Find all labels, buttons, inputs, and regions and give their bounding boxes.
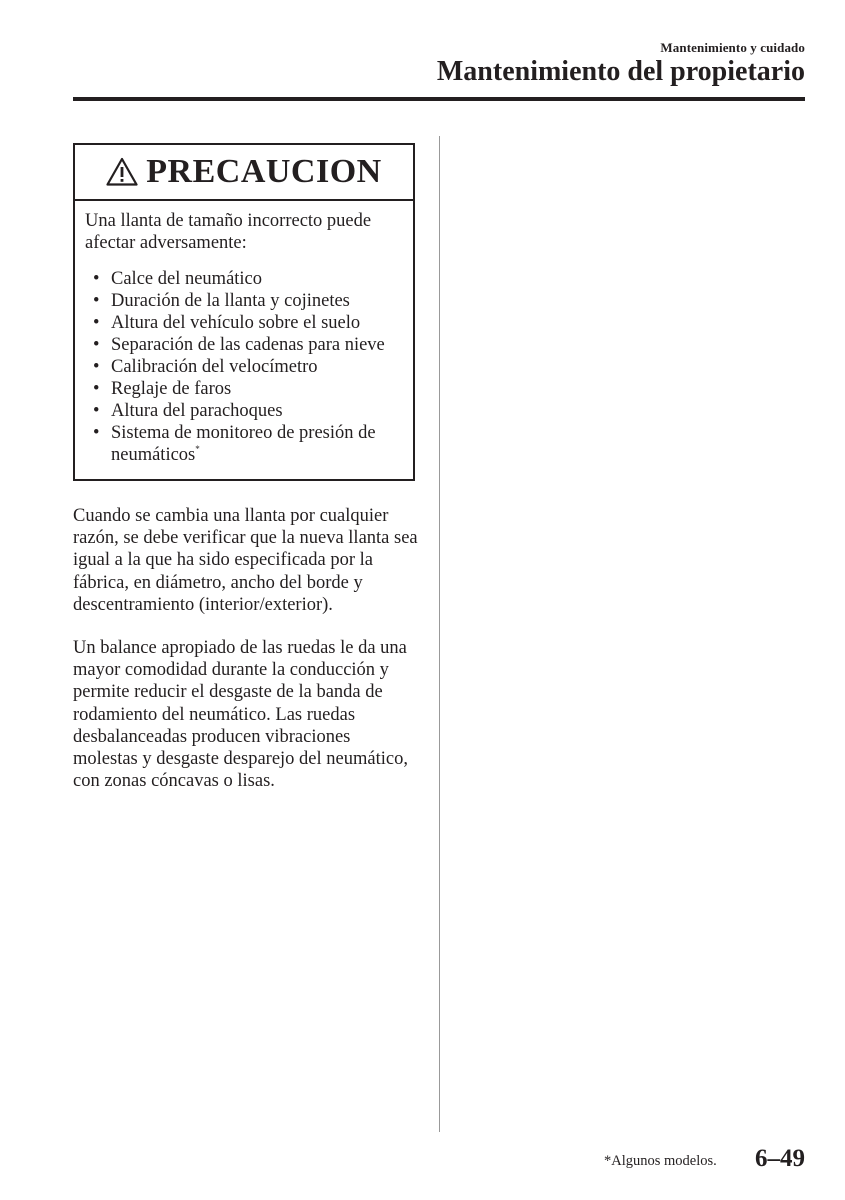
page-number: 6–49 [755, 1145, 805, 1172]
caution-list [85, 268, 403, 466]
section-label: Mantenimiento y cuidado [660, 40, 805, 55]
list-item: • Reglaje de faros [93, 379, 232, 399]
bullet-icon: • [93, 291, 100, 311]
caution-header [75, 145, 413, 201]
list-item: • Calibración del velocímetro [93, 357, 318, 377]
caution-intro: Una llanta de tamaño incorrecto puede afectar adversamente: [85, 211, 372, 253]
header-divider [73, 97, 805, 101]
bullet-icon: • [93, 401, 100, 421]
page-title: Mantenimiento del propietario [436, 56, 805, 87]
caution-body [75, 201, 413, 466]
caution-box [73, 143, 415, 481]
bullet-icon: • [93, 335, 100, 355]
bullet-icon: • [93, 379, 100, 399]
list-item: • Calce del neumático [93, 269, 263, 289]
bullet-icon: • [93, 423, 100, 443]
column-divider [439, 136, 440, 1132]
bullet-icon: • [93, 269, 100, 289]
list-item: • Separación de las cadenas para nieve [93, 335, 385, 355]
caution-title: PRECAUCION [146, 153, 382, 190]
list-item: • Duración de la llanta y cojinetes [93, 291, 350, 311]
warning-triangle-icon [106, 157, 138, 187]
bullet-icon: • [93, 357, 100, 377]
body-paragraph-1: Cuando se cambia una llanta por cualquier razón, se debe verificar que la nueva llanta sea igual a la que ha sido especificada por la fábrica, en diámetro, ancho del borde y descentramiento (interior/exterior). [73, 506, 418, 615]
body-paragraph-2: Un balance apropiado de las ruedas le da una mayor comodidad durante la conducción y permite reducir el desgaste de la banda de rodamiento del neumático. Las ruedas desbalanceadas producen vibraciones molestas y desgaste desparejo del neumático, con zonas cóncavas o lisas. [73, 638, 408, 792]
bullet-icon: • [93, 313, 100, 333]
list-item: • Sistema de monitoreo de presión de neumáticos* [93, 423, 376, 465]
footnote-marker: * [195, 444, 200, 454]
list-item: • Altura del parachoques [93, 401, 283, 421]
footnote: *Algunos modelos. [604, 1153, 717, 1169]
list-item: • Altura del vehículo sobre el suelo [93, 313, 361, 333]
